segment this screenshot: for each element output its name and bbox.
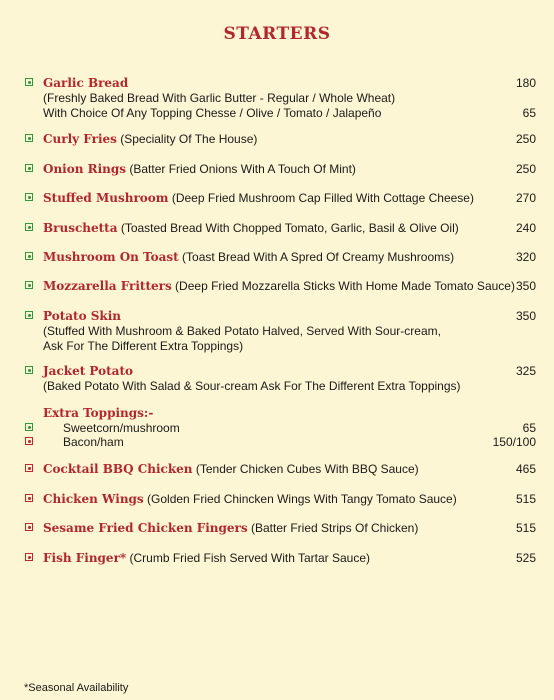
item-price: 515 [515, 521, 536, 535]
menu-item-stuffed-mushroom [24, 191, 536, 206]
menu-item-mozzarella-fritters [24, 279, 536, 294]
nonveg-icon [25, 523, 33, 531]
item-price: 515 [515, 492, 536, 506]
item-description-line2 [43, 106, 536, 121]
nonveg-icon [25, 437, 33, 445]
veg-icon [25, 223, 33, 231]
item-description: With Choice Of Any Topping Chesse / Olive / Tomato / Jalapeño [43, 106, 382, 120]
item-description: (Deep Fried Mushroom Cap Filled With Cottage Cheese) [168, 191, 474, 205]
veg-icon [25, 423, 33, 431]
topping-row [24, 421, 536, 435]
topping-price: 150/100 [492, 435, 536, 449]
item-price: 350 [515, 309, 536, 323]
menu-item-bruschetta [24, 221, 536, 236]
menu-item-chicken-wings [24, 492, 536, 507]
item-name: Onion Rings [43, 162, 127, 176]
item-price-topping: 65 [522, 106, 536, 120]
item-price: 320 [515, 250, 536, 264]
menu-item-sesame-fried-chicken-fingers [24, 521, 536, 536]
item-price: 325 [515, 364, 536, 378]
menu-item-cocktail-bbq-chicken [24, 462, 536, 477]
item-name: Chicken Wings [43, 492, 144, 506]
menu-item-garlic-bread [24, 76, 536, 121]
menu-item-mushroom-on-toast [24, 250, 536, 265]
nonveg-icon [25, 464, 33, 472]
item-description: Ask For The Different Extra Toppings) [43, 339, 244, 353]
menu-item-fish-finger [24, 551, 536, 566]
item-description: (Freshly Baked Bread With Garlic Butter - Regular / Whole Wheat) [43, 91, 396, 105]
item-price: 250 [515, 162, 536, 176]
item-description: (Tender Chicken Cubes With BBQ Sauce) [192, 462, 419, 476]
item-description: (Toasted Bread With Chopped Tomato, Garlic, Basil & Olive Oil) [117, 221, 459, 235]
item-name: Cocktail BBQ Chicken [43, 462, 193, 476]
extra-toppings-heading: Extra Toppings:- [43, 406, 154, 420]
item-price: 250 [515, 132, 536, 146]
topping-row [24, 435, 536, 449]
veg-icon [25, 281, 33, 289]
veg-icon [25, 164, 33, 172]
nonveg-icon [25, 553, 33, 561]
footer-note: *Seasonal Availability [24, 682, 129, 694]
nonveg-icon [25, 494, 33, 502]
page-title: STARTERS [223, 24, 331, 44]
item-description: (Golden Fried Chincken Wings With Tangy Tomato Sauce) [143, 492, 457, 506]
item-name: Fish Finger* [43, 551, 127, 565]
item-name: Curly Fries [43, 132, 117, 146]
topping-label: Bacon/ham [63, 435, 124, 449]
item-description: (Batter Fried Strips Of Chicken) [247, 521, 419, 535]
veg-icon [25, 311, 33, 319]
item-name: Mozzarella Fritters [43, 279, 172, 293]
menu-item-onion-rings [24, 162, 536, 177]
item-name: Bruschetta [43, 221, 118, 235]
extra-toppings [24, 406, 536, 449]
item-price: 350 [515, 279, 536, 293]
item-name: Garlic Bread [43, 76, 129, 90]
topping-price: 65 [522, 421, 536, 435]
item-price: 240 [515, 221, 536, 235]
item-name: Stuffed Mushroom [43, 191, 169, 205]
item-price: 465 [515, 462, 536, 476]
item-name: Jacket Potato [43, 364, 133, 378]
item-name: Mushroom On Toast [43, 250, 179, 264]
item-description: (Baked Potato With Salad & Sour-cream Ask For The Different Extra Toppings) [43, 379, 461, 393]
menu-item-curly-fries [24, 132, 536, 147]
veg-icon [25, 252, 33, 260]
item-description: (Toast Bread With A Spred Of Creamy Mushrooms) [178, 250, 455, 264]
veg-icon [25, 78, 33, 86]
veg-icon [25, 134, 33, 142]
menu-item-potato-skin [24, 309, 536, 354]
item-price: 180 [515, 76, 536, 90]
item-price: 525 [515, 551, 536, 565]
veg-icon [25, 193, 33, 201]
item-description: (Stuffed With Mushroom & Baked Potato Halved, Served With Sour-cream, [43, 324, 441, 338]
veg-icon [25, 366, 33, 374]
item-description: (Deep Fried Mozzarella Sticks With Home Made Tomato Sauce) [171, 279, 515, 293]
item-description: (Speciality Of The House) [116, 132, 258, 146]
item-price: 270 [515, 191, 536, 205]
topping-label: Sweetcorn/mushroom [63, 421, 180, 435]
item-description: (Crumb Fried Fish Served With Tartar Sauce) [126, 551, 371, 565]
item-name: Potato Skin [43, 309, 122, 323]
item-description: (Batter Fried Onions With A Touch Of Mint) [126, 162, 356, 176]
menu-item-jacket-potato [24, 364, 536, 394]
item-name: Sesame Fried Chicken Fingers [43, 521, 248, 535]
